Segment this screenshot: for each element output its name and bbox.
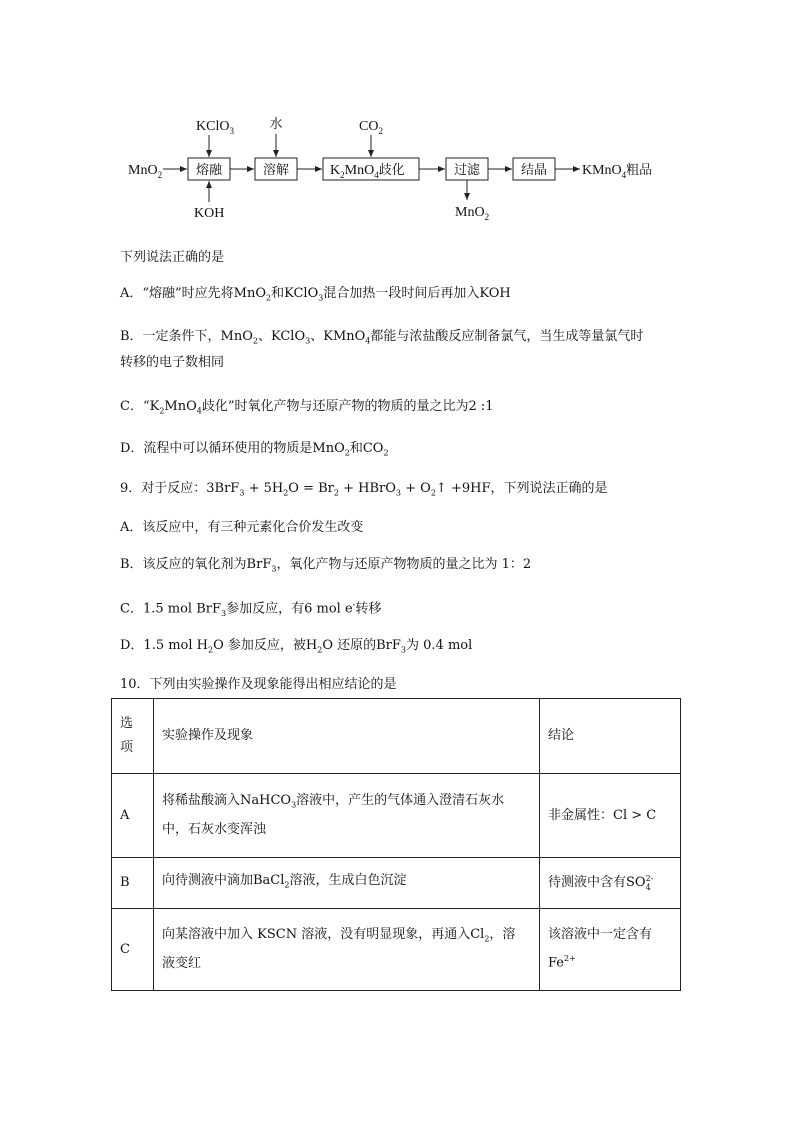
q9-stem: 9．对于反应：$3BrF_3 + 5H_2O = Br_2$ + HBrO$_3$ + $O_2↑ +9HF$，下列说法正确的是 xyxy=(120,481,608,498)
table-row xyxy=(112,909,681,991)
header-conclusion-cell: 结论 xyxy=(540,699,681,774)
flow-step-melt-label: 熔融 xyxy=(195,163,223,178)
header-operation-cell: 实验操作及现象 xyxy=(154,699,540,774)
q8-option-b-line2: 转移的电子数相同 xyxy=(120,355,225,370)
flow-step-crystallize-label: 结晶 xyxy=(520,163,548,178)
row-conclusion-cell: 待测液中含有SO2- 4 xyxy=(540,858,681,909)
flow-step-filter-label: 过滤 xyxy=(453,163,481,178)
q10-table xyxy=(111,698,681,991)
flow-reagent-kclo3: KClO$_3$ xyxy=(196,119,234,136)
q9-option-d: D．1.5 mol $H_2O$ 参加反应，被$H_2O$ 还原的BrF$_3$为 0.4 mol xyxy=(120,638,473,655)
flow-step-disproportionation-label: $K_2MnO_4$歧化 xyxy=(330,163,405,180)
flow-reagent-water: 水 xyxy=(269,117,283,132)
row-conclusion-cell: 非金属性：Cl > C xyxy=(540,774,681,858)
q8-option-c: C．“$K_2MnO_4$歧化”时氧化产物与还原产物的物质的量之比为2 :1 xyxy=(120,399,494,416)
flow-step-dissolve-label: 溶解 xyxy=(262,163,290,178)
q9-option-a: A．该反应中，有三种元素化合价发生改变 xyxy=(120,520,364,535)
row-operation-cell: 向某溶液中加入 KSCN 溶液，没有明显现象，再通入$Cl_2$，溶 液变红 xyxy=(154,909,540,991)
flow-product-label: KMnO$_4$粗品 xyxy=(582,163,653,180)
header-option-cell: 选 项 xyxy=(112,699,154,774)
row-operation-cell: 将稀盐酸滴入NaHCO$_3$溶液中，产生的气体通入澄清石灰水 中，石灰水变浑浊 xyxy=(154,774,540,858)
q9-option-c: C．1.5 mol BrF$_3$参加反应，有6 mol e-转移 xyxy=(120,600,382,618)
table-header-row xyxy=(112,699,681,774)
q10-stem: 10．下列由实验操作及现象能得出相应结论的是 xyxy=(120,677,397,692)
flow-byproduct-mno2: MnO$_2$ xyxy=(455,205,490,222)
row-conclusion-cell: 该溶液中一定含有 $Fe^{2+}$ xyxy=(540,909,681,991)
q8-stem: 下列说法正确的是 xyxy=(120,250,225,265)
flow-reagent-co2: $CO_2$ xyxy=(359,119,383,136)
table-row xyxy=(112,774,681,858)
flow-reagent-koh: KOH xyxy=(194,206,225,221)
q9-option-b: B．该反应的氧化剂为BrF$_3$，氧化产物与还原产物物质的量之比为 1：2 xyxy=(120,557,532,574)
row-operation-cell: 向待测液中滴加BaCl$_2$溶液，生成白色沉淀 xyxy=(154,858,540,909)
table-row xyxy=(112,858,681,909)
q8-option-a: A．“熔融”时应先将MnO$_2$和KClO$_3$混合加热一段时间后再加入KOH xyxy=(120,286,511,303)
q8-option-d: D．流程中可以循环使用的物质是MnO$_2$和$CO_2$ xyxy=(120,441,389,458)
process-flow-diagram xyxy=(0,0,794,235)
row-option-cell: A xyxy=(112,774,154,858)
row-option-cell: B xyxy=(112,858,154,909)
row-option-cell: C xyxy=(112,909,154,991)
flow-start-label: MnO$_2$ xyxy=(128,163,163,180)
q8-option-b: B．一定条件下，MnO$_2$、KClO$_3$、KMnO$_4$都能与浓盐酸反应制备氯气，当生成等量氯气时 xyxy=(120,329,644,346)
